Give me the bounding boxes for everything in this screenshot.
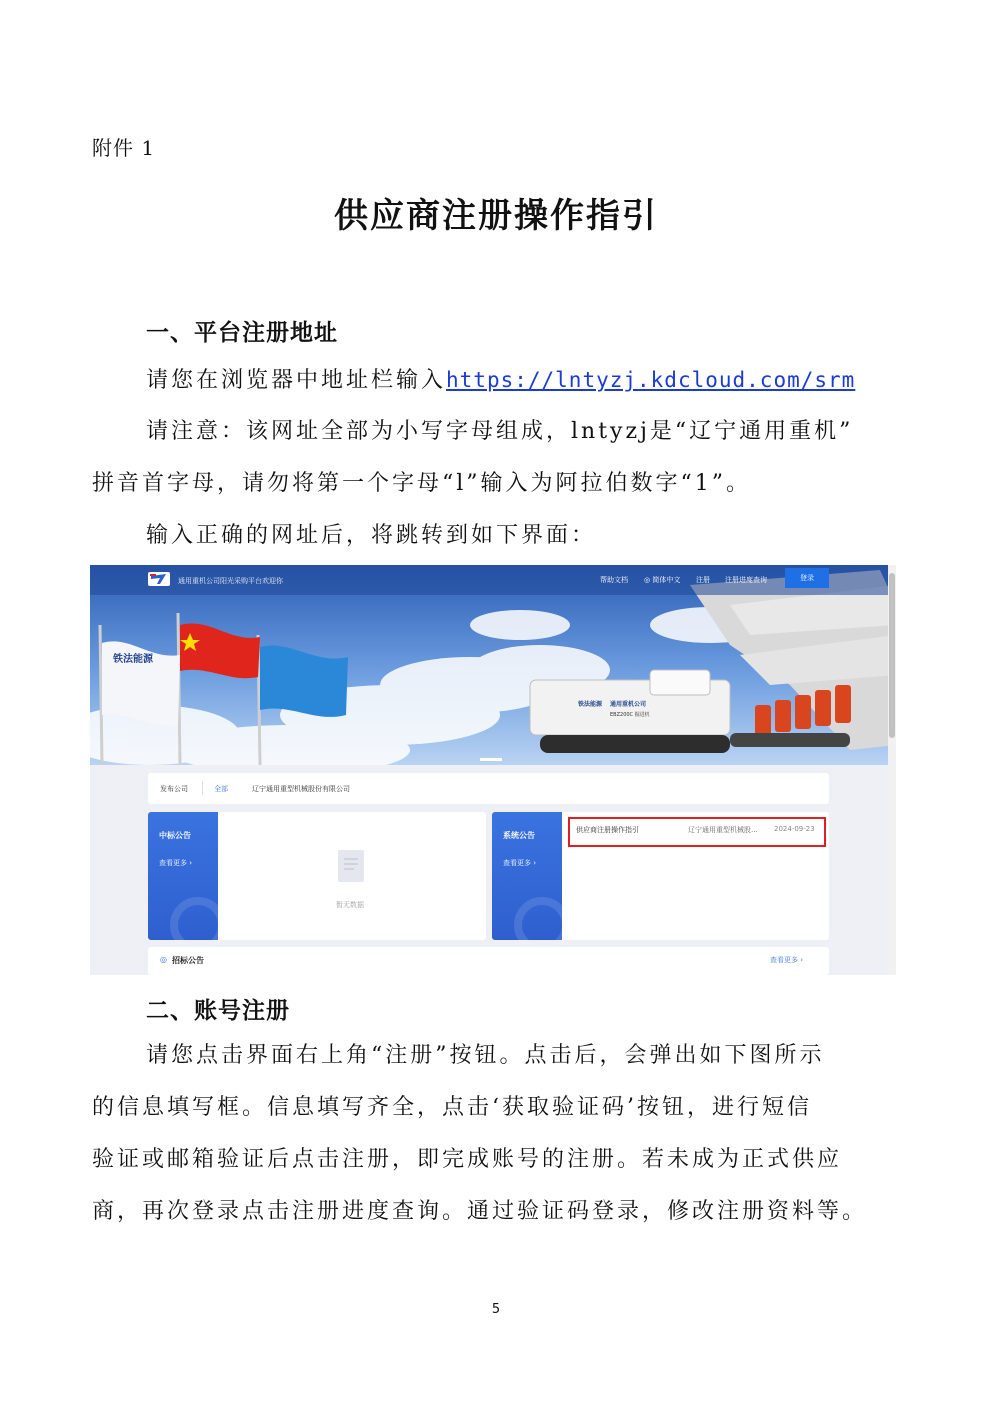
section2-line3: 验证或邮箱验证后点击注册，即完成账号的注册。若未成为正式供应 xyxy=(92,1147,843,1172)
filter-all[interactable]: 全部 xyxy=(214,785,228,793)
chevron-right-icon: › xyxy=(800,956,804,964)
system-item-date: 2024-09-23 xyxy=(774,825,815,833)
section1-para2-line1: 请注意：该网址全部为小写字母组成，lntyzj是“辽宁通用重机” xyxy=(146,419,854,444)
system-item-title: 供应商注册操作指引 xyxy=(576,826,639,834)
chevron-right-icon: › xyxy=(533,859,537,867)
nav-register[interactable]: 注册 xyxy=(696,576,710,584)
watermark-icon xyxy=(514,897,570,953)
system-item-company: 辽宁通用重型机械股... xyxy=(688,826,758,834)
filter-divider xyxy=(202,781,203,795)
portal-banner xyxy=(90,565,896,765)
tender-icon: ◎ xyxy=(160,955,167,964)
watermark-icon xyxy=(170,897,226,953)
tender-notice-title: 招标公告 xyxy=(172,956,204,965)
section1-para1 xyxy=(146,354,855,407)
system-notice-panel xyxy=(492,812,562,940)
logo-icon xyxy=(148,572,170,586)
section2-heading: 二、账号注册 xyxy=(146,998,290,1024)
portal-logo xyxy=(148,572,170,586)
banner-illustration xyxy=(90,565,896,765)
system-notice-more[interactable] xyxy=(503,858,536,868)
attachment-label: 附件 1 xyxy=(92,136,156,160)
para1-prefix: 请您在浏览器中地址栏输入 xyxy=(146,368,447,393)
portal-header-text: 通用重机公司阳光采购平台欢迎你 xyxy=(178,577,283,585)
section2-line4: 商，再次登录点击注册进度查询。通过验证码登录，修改注册资料等。 xyxy=(92,1199,868,1224)
system-more-label: 查看更多 xyxy=(503,859,531,867)
system-notice-item[interactable] xyxy=(568,817,826,847)
nav-register-progress[interactable]: 注册进度查询 xyxy=(725,576,767,584)
section1-para2-line2: 拼音首字母，请勿将第一个字母“l”输入为阿拉伯数字“1”。 xyxy=(92,471,752,496)
portal-lower xyxy=(90,765,896,975)
filter-company[interactable]: 辽宁通用重型机械股份有限公司 xyxy=(252,785,350,793)
section1-heading: 一、平台注册地址 xyxy=(146,320,338,346)
flag-logo-text: 铁法能源 xyxy=(113,654,153,665)
machine-company: 通用重机公司 xyxy=(610,701,647,708)
login-button[interactable]: 登录 xyxy=(785,568,829,588)
nav-help[interactable]: 帮助文档 xyxy=(600,576,628,584)
system-notice-card xyxy=(492,812,829,940)
platform-url-link[interactable]: https://lntyzj.kdcloud.com/srm xyxy=(446,368,856,392)
section2-line1: 请您点击界面右上角“注册”按钮。点击后，会弹出如下图所示 xyxy=(146,1043,825,1068)
filter-label: 发布公司 xyxy=(160,785,188,793)
tender-notice-card xyxy=(148,947,829,975)
portal-screenshot xyxy=(90,565,896,975)
tender-notice-more[interactable] xyxy=(770,955,803,965)
winning-notice-title: 中标公告 xyxy=(159,831,191,840)
section2-line2: 的信息填写框。信息填写齐全，点击‘获取验证码’按钮，进行短信 xyxy=(92,1095,812,1120)
page-number: 5 xyxy=(491,1302,501,1317)
machine-brand: 铁法能源 xyxy=(578,701,603,708)
scrollbar-thumb[interactable] xyxy=(889,573,895,738)
chevron-right-icon: › xyxy=(189,859,193,867)
winning-more-label: 查看更多 xyxy=(159,859,187,867)
document-title: 供应商注册操作指引 xyxy=(334,196,658,236)
portal-topbar xyxy=(90,565,896,595)
winning-empty-text: 暂无数据 xyxy=(336,901,364,909)
nav-language[interactable] xyxy=(644,575,680,585)
filter-bar xyxy=(148,773,829,804)
winning-notice-panel xyxy=(148,812,218,940)
portal-scrollbar[interactable] xyxy=(888,565,896,975)
nav-language-label: 简体中文 xyxy=(652,576,681,584)
globe-icon: ◎ xyxy=(644,576,651,584)
winning-notice-more[interactable] xyxy=(159,858,192,868)
section1-para3: 输入正确的网址后，将跳转到如下界面： xyxy=(146,523,597,548)
system-notice-title: 系统公告 xyxy=(503,831,535,840)
tender-more-label: 查看更多 xyxy=(770,956,798,964)
winning-notice-card xyxy=(148,812,486,940)
machine-model: EBZ200C 掘进机 xyxy=(610,712,650,718)
empty-document-icon xyxy=(338,850,364,882)
